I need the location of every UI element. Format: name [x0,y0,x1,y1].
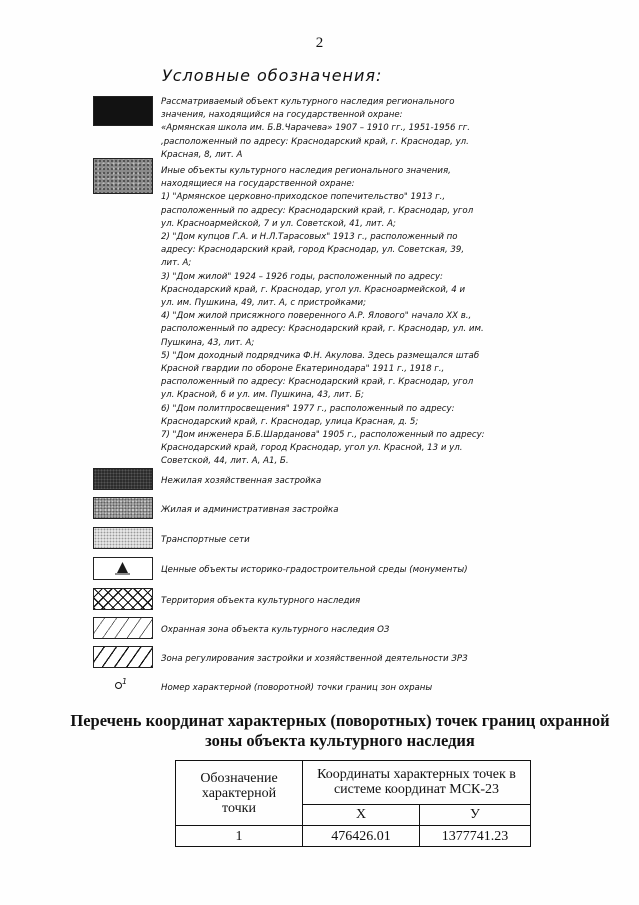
text-line: Иные объекты культурного наследия регионального значения, [161,166,451,176]
section-title-line2: зоны объекта культурного наследия [205,731,475,750]
text-line: 4) "Дом жилой присяжного поверенного А.Р. Ялового" начало XX в., [161,311,472,322]
text-line: 2) "Дом купцов Г.А. и Н.Л.Тарасовых" 1913 г., расположенный по [161,232,458,243]
header-point-label: Обозначение характерной точки [176,761,303,826]
text-line: Рассматриваемый объект культурного наследия регионального [161,97,455,107]
text-line: ул. Красноармейской, 7 и ул. Советской, 41, лит. А; [161,218,396,229]
swatch-regulation-zone [93,646,153,668]
text-line: ,расположенный по адресу: Краснодарский край, г. Краснодар, ул. [161,136,469,147]
text-line: 1) "Армянское церковно-приходское попечительство" 1913 г., [161,192,446,203]
text-line: находящиеся на государственной охране: [161,179,355,190]
table-row [176,826,531,847]
header-x: X [303,804,420,825]
legend-title: Условные обозначения: [162,66,383,85]
swatch-subject-object [93,96,153,126]
legend-label-regulation-zone: Зона регулирования застройки и хозяйственной деятельности ЗРЗ [161,654,468,664]
swatch-residential-admin [93,497,153,519]
swatch-transport [93,527,153,549]
header-coordinates-group: Координаты характерных точек в системе координат МСК-23 [303,761,531,805]
page-number: 2 [315,35,324,51]
text-line: расположенный по адресу: Краснодарский край, г. Краснодар, ул. им. [161,324,484,335]
table-header-row [176,761,531,805]
swatch-monuments [93,557,153,580]
text-line: 6) "Дом политпросвещения" 1977 г., расположенный по адресу: [161,403,455,414]
text-line: расположенный по адресу: Краснодарский край, г. Краснодар, угол [161,205,474,216]
text-line: 3) "Дом жилой" 1924 – 1926 годы, расположенный по адресу: [161,271,443,282]
legend-label-heritage-territory: Территория объекта культурного наследия [161,596,361,606]
cell-x: 476426.01 [303,826,420,847]
text-line: Красной гвардии по обороне Екатеринодара" 1911 г., 1918 г., [161,364,445,375]
cell-y: 1377741.23 [420,826,531,847]
text-line: «Армянская школа им. Б.В.Чарачева» 1907 – 1910 гг., 1951-1956 гг. [161,123,470,134]
section-title-line1: Перечень координат характерных (поворотных) точек границ охранной [70,711,610,730]
swatch-nonresidential [93,468,153,490]
text-line: адресу: Краснодарский край, город Краснодар, ул. Советская, 39, [161,245,465,256]
text-line: 7) "Дом инженера Б.Б.Шарданова" 1905 г., расположенный по адресу: [161,430,485,441]
text-line: Краснодарский край, город Краснодар, угол ул. Красной, 13 и ул. [161,443,463,454]
legend-label-protection-zone: Охранная зона объекта культурного наследия ОЗ [161,625,390,635]
monument-triangle-icon [94,558,151,578]
swatch-other-heritage-objects [93,158,153,194]
legend-label-transport: Транспортные сети [161,535,250,545]
legend-label-monuments: Ценные объекты историко-градостроительной среды (монументы) [161,565,468,575]
text-line: ул. им. Пушкина, 49, лит. А, с пристройками; [161,298,366,309]
text-line: значения, находящийся на государственной охране: [161,110,403,121]
text-line: лит. А; [161,258,192,269]
text-line: Красная, 8, лит. А [161,149,243,160]
legend-label-point-number: Номер характерной (поворотной) точки границ зон охраны [161,683,433,693]
point-circle-icon [115,682,122,689]
legend-text-subject-object [161,96,517,162]
text-line: Краснодарский край, г. Краснодар, улица Красная, д. 5; [161,416,419,427]
header-y: У [420,804,531,825]
legend-label-residential-admin: Жилая и административная застройка [161,505,339,515]
legend-text-other-heritage-objects [161,165,517,469]
cell-point: 1 [176,826,303,847]
point-marker-number: 1 [122,677,128,686]
coordinates-table [175,760,531,847]
point-marker [115,677,127,690]
text-line: Пушкина, 43, лит. А; [161,337,255,348]
text-line: 5) "Дом доходный подрядчика Ф.Н. Акулова. Здесь размещался штаб [161,350,480,361]
swatch-heritage-territory [93,588,153,610]
section-title [60,711,620,751]
text-line: ул. Красной, 6 и ул. им. Пушкина, 43, лит. Б; [161,390,364,401]
text-line: расположенный по адресу: Краснодарский край, г. Краснодар, угол [161,377,474,388]
swatch-protection-zone [93,617,153,639]
text-line: Советской, 44, лит. А, А1, Б. [161,456,289,467]
text-line: Краснодарский край, г. Краснодар, угол ул. Красноармейской, 4 и [161,284,466,295]
legend-label-nonresidential: Нежилая хозяйственная застройка [161,476,322,486]
